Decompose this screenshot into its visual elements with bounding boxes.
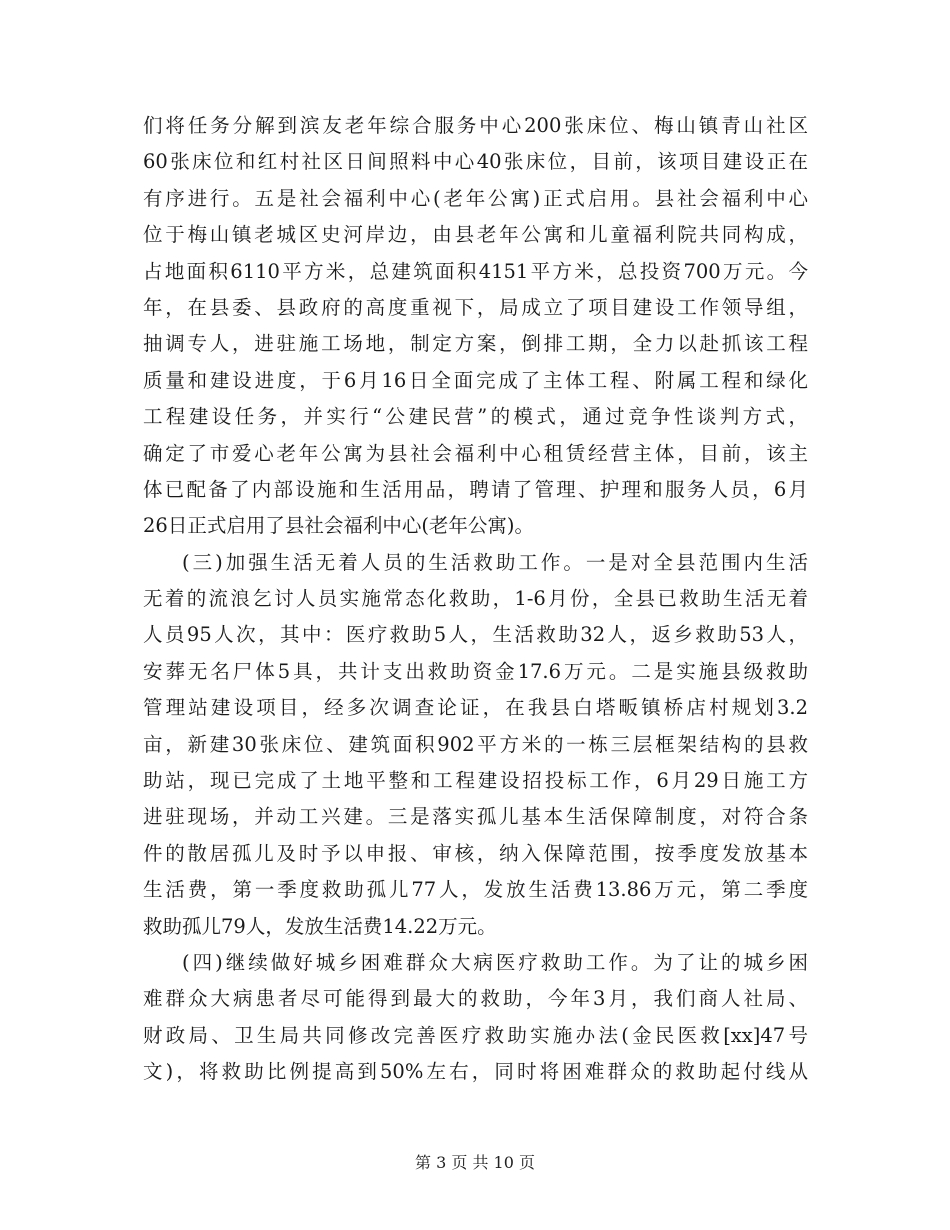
text-line: 管理站建设项目，经多次调查论证，在我县白塔畈镇桥店村规划3.2 <box>143 696 808 720</box>
text-line: (三)加强生活无着人员的生活救助工作。一是对全县范围内生活 <box>182 550 808 574</box>
text-line: 抽调专人，进驻施工场地，制定方案，倒排工期，全力以赴抓该工程 <box>143 332 808 356</box>
text-line: 确定了市爱心老年公寓为县社会福利中心租赁经营主体，目前，该主 <box>143 441 808 465</box>
text-line: 生活费，第一季度救助孤儿77人，发放生活费13.86万元，第二季度 <box>143 878 808 902</box>
text-line: 无着的流浪乞讨人员实施常态化救助，1-6月份，全县已救助生活无着 <box>143 587 808 611</box>
text-line: 有序进行。五是社会福利中心(老年公寓)正式启用。县社会福利中心 <box>143 186 808 210</box>
text-line: 助站，现已完成了土地平整和工程建设招投标工作，6月29日施工方 <box>143 769 808 793</box>
document-body <box>143 108 808 1091</box>
text-line: 们将任务分解到滨友老年综合服务中心200张床位、梅山镇青山社区 <box>143 114 808 137</box>
paragraph <box>143 545 808 945</box>
paragraph <box>143 945 808 1091</box>
text-line: 难群众大病患者尽可能得到最大的救助，今年3月，我们商人社局、 <box>143 987 808 1011</box>
text-line: 进驻现场，并动工兴建。三是落实孤儿基本生活保障制度，对符合条 <box>143 805 808 829</box>
page-footer: 第 3 页 共 10 页 <box>415 1153 535 1172</box>
text-line: 工程建设任务，并实行“公建民营”的模式，通过竞争性谈判方式， <box>143 405 808 429</box>
text-line: 救助孤儿79人，发放生活费14.22万元。 <box>143 914 497 938</box>
text-line: 年，在县委、县政府的高度重视下，局成立了项目建设工作领导组， <box>143 295 808 319</box>
text-line: 人员95人次，其中：医疗救助5人，生活救助32人，返乡救助53人， <box>143 623 808 647</box>
text-line: 文)，将救助比例提高到50%左右，同时将困难群众的救助起付线从 <box>143 1060 808 1084</box>
text-line: 质量和建设进度，于6月16日全面完成了主体工程、附属工程和绿化 <box>143 368 808 392</box>
paragraph <box>143 108 808 545</box>
text-line: (四)继续做好城乡困难群众大病医疗救助工作。为了让的城乡困 <box>182 950 808 974</box>
text-line: 占地面积6110平方米，总建筑面积4151平方米，总投资700万元。今 <box>143 259 808 283</box>
text-line: 亩，新建30张床位、建筑面积902平方米的一栋三层框架结构的县救 <box>143 732 808 756</box>
text-line: 26日正式启用了县社会福利中心(老年公寓)。 <box>143 514 535 538</box>
text-line: 安葬无名尸体5具，共计支出救助资金17.6万元。二是实施县级救助 <box>143 659 808 683</box>
text-line: 体已配备了内部设施和生活用品，聘请了管理、护理和服务人员，6月 <box>143 477 808 501</box>
text-line: 财政局、卫生局共同修改完善医疗救助实施办法(金民医救[xx]47号 <box>143 1023 808 1047</box>
text-line: 件的散居孤儿及时予以申报、审核，纳入保障范围，按季度发放基本 <box>143 841 808 865</box>
text-line: 位于梅山镇老城区史河岸边，由县老年公寓和儿童福利院共同构成， <box>143 223 808 247</box>
text-line: 60张床位和红村社区日间照料中心40张床位，目前，该项目建设正在 <box>143 150 808 174</box>
